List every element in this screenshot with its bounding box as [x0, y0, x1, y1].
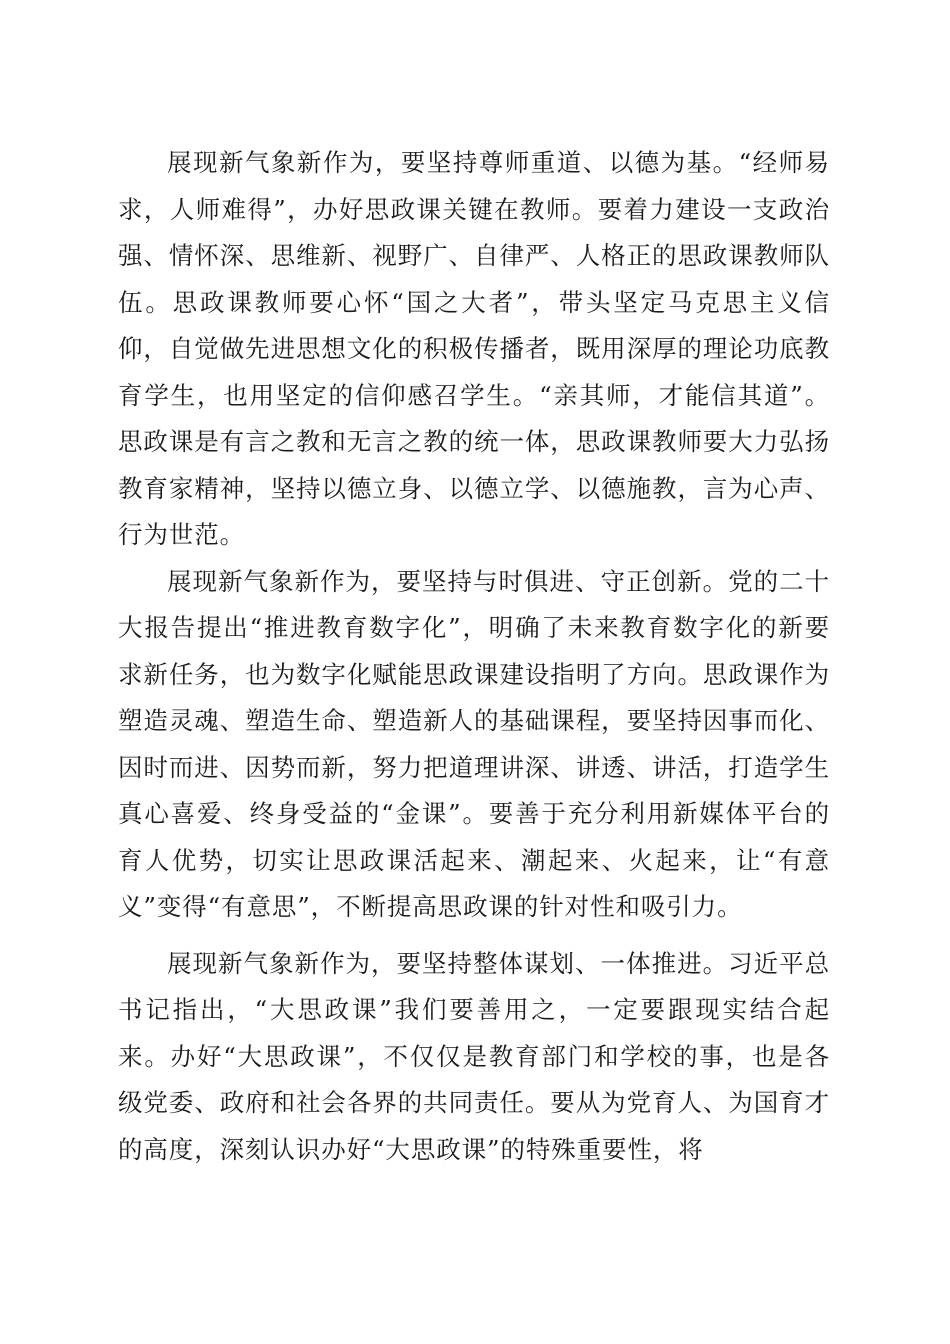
paragraph-teachers: 展现新气象新作为，要坚持尊师重道、以德为基。“经师易求，人师难得”，办好思政课关键在教师。要着力建设一支政治强、情怀深、思维新、视野广、自律严、人格正的思政课教师队伍。思政课教师要心怀“国之大者”，带头坚定马克思主义信仰，自觉做先进思想文化的积极传播者，既用深厚的理论功底教育学生，也用坚定的信仰感召学生。“亲其师，才能信其道”。思政课是有言之教和无言之教的统一体，思政课教师要大力弘扬教育家精神，坚持以德立身、以德立学、以德施教，言为心声、行为世范。: [118, 148, 830, 549]
document-body: [118, 140, 830, 1173]
paragraph-overall-planning: 展现新气象新作为，要坚持整体谋划、一体推进。习近平总书记指出，“大思政课”我们要善用之，一定要跟现实结合起来。办好“大思政课”，不仅仅是教育部门和学校的事，也是各级党委、政府和社会各界的共同责任。要从为党育人、为国育才的高度，深刻认识办好“大思政课”的特殊重要性，将: [118, 948, 830, 1164]
paragraph-innovation: 展现新气象新作为，要坚持与时俱进、守正创新。党的二十大报告提出“推进教育数字化”，明确了未来教育数字化的新要求新任务，也为数字化赋能思政课建设指明了方向。思政课作为塑造灵魂、塑造生命、塑造新人的基础课程，要坚持因事而化、因时而进、因势而新，努力把道理讲深、讲透、讲活，打造学生真心喜爱、终身受益的“金课”。要善于充分利用新媒体平台的育人优势，切实让思政课活起来、潮起来、火起来，让“有意义”变得“有意思”，不断提高思政课的针对性和吸引力。: [118, 566, 830, 921]
